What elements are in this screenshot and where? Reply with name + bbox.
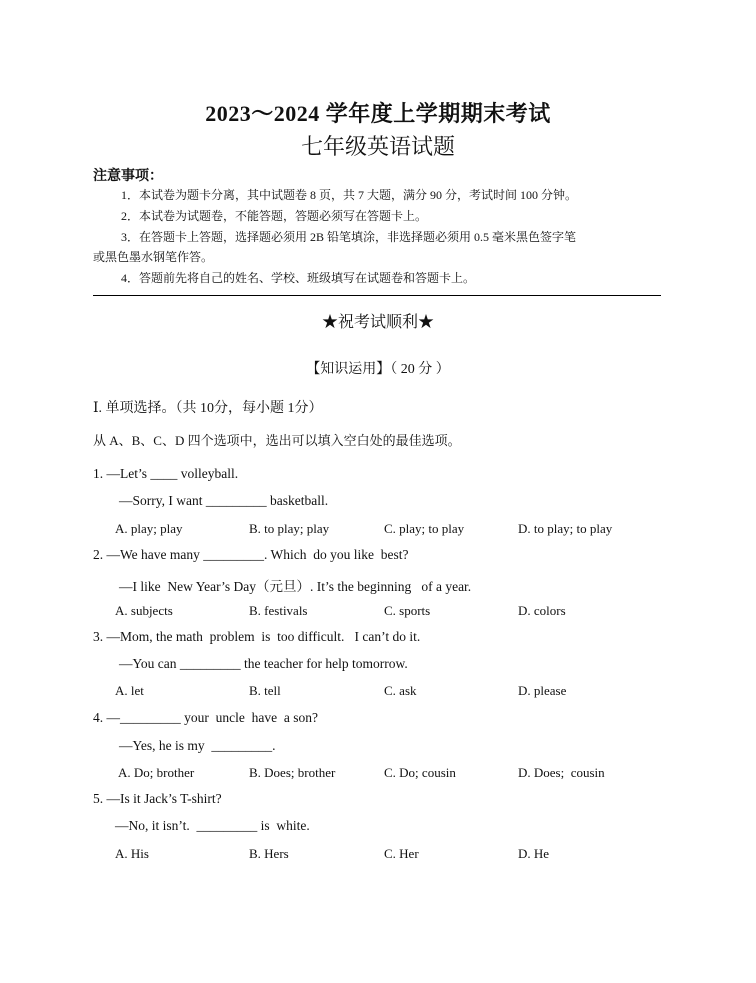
notice-item-3-cont: 或黑色墨水钢笔作答。 bbox=[93, 250, 214, 264]
question-4-option-d: D. Does; cousin bbox=[518, 765, 605, 780]
question-4-option-b: B. Does; brother bbox=[249, 765, 336, 780]
notice-item-1: 1．本试卷为题卡分离，其中试题卷 8 页，共 7 大题，满分 90 分，考试时间 100 分钟。 bbox=[121, 188, 578, 202]
question-3-option-a: A. let bbox=[115, 683, 144, 698]
question-3-line-2: —You can _________ the teacher for help tomorrow. bbox=[119, 656, 408, 671]
exam-title: 2023～2024 学年度上学期期末考试 bbox=[205, 101, 551, 126]
exam-subtitle: 七年级英语试题 bbox=[300, 134, 455, 159]
question-1-option-c: C. play; to play bbox=[384, 521, 465, 536]
question-2-line-2: —I like New Year’s Day（元旦）. It’s the beginning of a year. bbox=[119, 579, 472, 594]
notice-item-4: 4．答题前先将自己的姓名、学校、班级填写在试题卷和答题卡上。 bbox=[121, 271, 476, 285]
question-5-line-2: —No, it isn’t. _________ is white. bbox=[115, 818, 310, 833]
part-title: Ⅰ. 单项选择。（共 10分，每小题 1分） bbox=[93, 401, 323, 416]
instruction-text: 从 A、B、C、D 四个选项中，选出可以填入空白处的最佳选项。 bbox=[93, 433, 461, 448]
question-1-line-1: 1. —Let’s ____ volleyball. bbox=[93, 466, 239, 481]
question-2-option-d: D. colors bbox=[518, 603, 566, 618]
question-5-option-d: D. He bbox=[518, 846, 550, 861]
question-5-line-1: 5. —Is it Jack’s T-shirt? bbox=[93, 791, 222, 806]
question-1-line-2: —Sorry, I want _________ basketball. bbox=[119, 493, 329, 508]
question-3-option-d: D. please bbox=[518, 683, 567, 698]
question-3-line-1: 3. —Mom, the math problem is too difficult. I can’t do it. bbox=[93, 629, 421, 644]
question-5-option-a: A. His bbox=[115, 846, 149, 861]
question-4-line-2: —Yes, he is my _________. bbox=[119, 738, 276, 753]
question-1-option-a: A. play; play bbox=[115, 521, 183, 536]
question-3-option-b: B. tell bbox=[249, 683, 281, 698]
question-5-option-c: C. Her bbox=[384, 846, 419, 861]
question-1-option-d: D. to play; to play bbox=[518, 521, 613, 536]
question-2-option-a: A. subjects bbox=[115, 603, 173, 618]
notice-heading: 注意事项： bbox=[93, 169, 163, 184]
question-5-option-b: B. Hers bbox=[249, 846, 289, 861]
question-3-option-c: C. ask bbox=[384, 683, 417, 698]
section-title: 【知识运用】（ 20 分 ） bbox=[306, 362, 450, 377]
notice-item-2: 2．本试卷为试题卷，不能答题，答题必须写在答题卡上。 bbox=[121, 209, 428, 223]
notice-item-3: 3．在答题卡上答题，选择题必须用 2B 铅笔填涂，非选择题必须用 0.5 毫米黑色签字笔 bbox=[121, 230, 577, 244]
question-4-option-c: C. Do; cousin bbox=[384, 765, 456, 780]
question-2-option-b: B. festivals bbox=[249, 603, 308, 618]
divider-line bbox=[93, 295, 661, 296]
question-1-option-b: B. to play; play bbox=[249, 521, 330, 536]
question-2-option-c: C. sports bbox=[384, 603, 431, 618]
question-4-line-1: 4. —_________ your uncle have a son? bbox=[93, 710, 318, 725]
question-2-line-1: 2. —We have many _________. Which do you like best? bbox=[93, 547, 409, 562]
question-4-option-a: A. Do; brother bbox=[118, 765, 195, 780]
good-luck-text: ★祝考试顺利★ bbox=[321, 314, 434, 331]
